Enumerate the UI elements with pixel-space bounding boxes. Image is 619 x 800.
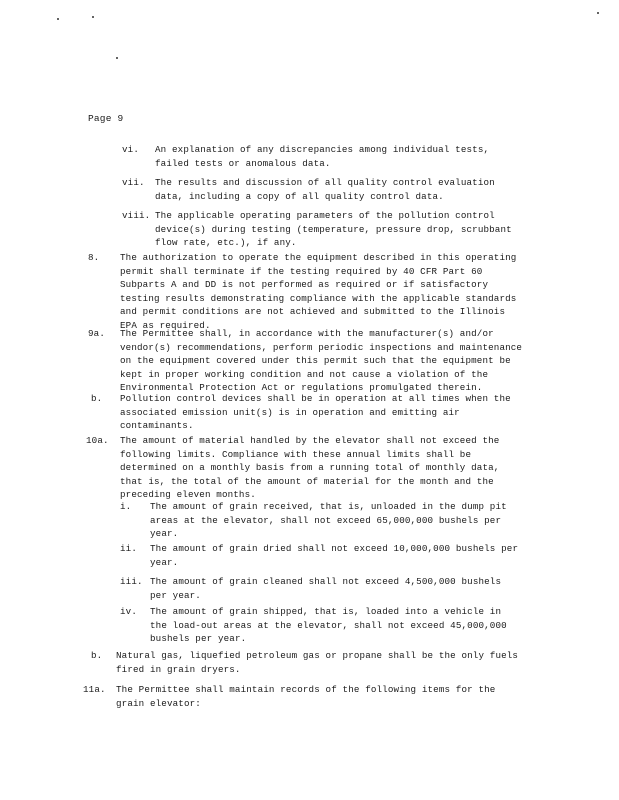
item-label: ii. bbox=[120, 543, 137, 554]
item-text: The amount of material handled by the elevator shall not exceed the following limits. Compliance with these annual limits shall be determined on a monthly basis from a running total of monthly data, that is, the total of the amount of material for the month and the preceding eleven months. bbox=[120, 435, 500, 501]
page-header: Page 9 bbox=[88, 113, 124, 124]
item-text: The authorization to operate the equipment described in this operating permit shall terminate if the testing required by 40 CFR Part 60 Subparts A and DD is not performed as required or if satisfactory testing results demonstrating compliance with the applicable standards and permit conditions are not achieved and submitted to the Illinois EPA as required. bbox=[120, 252, 517, 331]
item-text: The Permittee shall, in accordance with the manufacturer(s) and/or vendor(s) recommendations, perform periodic inspections and maintenance on the equipment covered under this permit such that the equipment be kept in proper working condition and not cause a violation of the Environmental Protection Act or regulations promulgated therein. bbox=[120, 328, 523, 394]
item-text: The amount of grain dried shall not exceed 10,000,000 bushels per year. bbox=[150, 543, 519, 568]
item-text: The results and discussion of all quality control evaluation data, including a copy of all quality control data. bbox=[155, 177, 495, 202]
item-label: iii. bbox=[120, 576, 143, 587]
item-label: vii. bbox=[122, 177, 145, 188]
item-label: 10a. bbox=[86, 435, 109, 446]
item-label: 11a. bbox=[83, 684, 106, 695]
scan-speck bbox=[92, 16, 94, 18]
item-text: An explanation of any discrepancies among individual tests, failed tests or anomalous data. bbox=[155, 144, 490, 169]
item-text: The amount of grain shipped, that is, loaded into a vehicle in the load-out areas at the elevator, shall not exceed 45,000,000 bushels per year. bbox=[150, 606, 507, 645]
scan-speck bbox=[597, 12, 599, 14]
item-label: b. bbox=[91, 393, 103, 404]
item-text: The amount of grain received, that is, unloaded in the dump pit areas at the elevator, shall not exceed 65,000,000 bushels per year. bbox=[150, 501, 507, 540]
item-label: vi. bbox=[122, 144, 139, 155]
item-label: b. bbox=[91, 650, 103, 661]
item-text: The amount of grain cleaned shall not exceed 4,500,000 bushels per year. bbox=[150, 576, 502, 601]
item-label: 9a. bbox=[88, 328, 105, 339]
item-label: iv. bbox=[120, 606, 137, 617]
scan-speck bbox=[57, 18, 59, 20]
item-label: viii. bbox=[122, 210, 151, 221]
scan-speck bbox=[116, 57, 118, 59]
item-text: Pollution control devices shall be in operation at all times when the associated emission unit(s) is in operation and emitting air contaminants. bbox=[120, 393, 511, 432]
item-text: The Permittee shall maintain records of the following items for the grain elevator: bbox=[116, 684, 496, 709]
item-text: Natural gas, liquefied petroleum gas or propane shall be the only fuels fired in grain dryers. bbox=[116, 650, 519, 675]
item-label: i. bbox=[120, 501, 132, 512]
item-text: The applicable operating parameters of the pollution control device(s) during testing (temperature, pressure drop, scrubbant flow rate, etc.), if any. bbox=[155, 210, 512, 249]
item-label: 8. bbox=[88, 252, 100, 263]
